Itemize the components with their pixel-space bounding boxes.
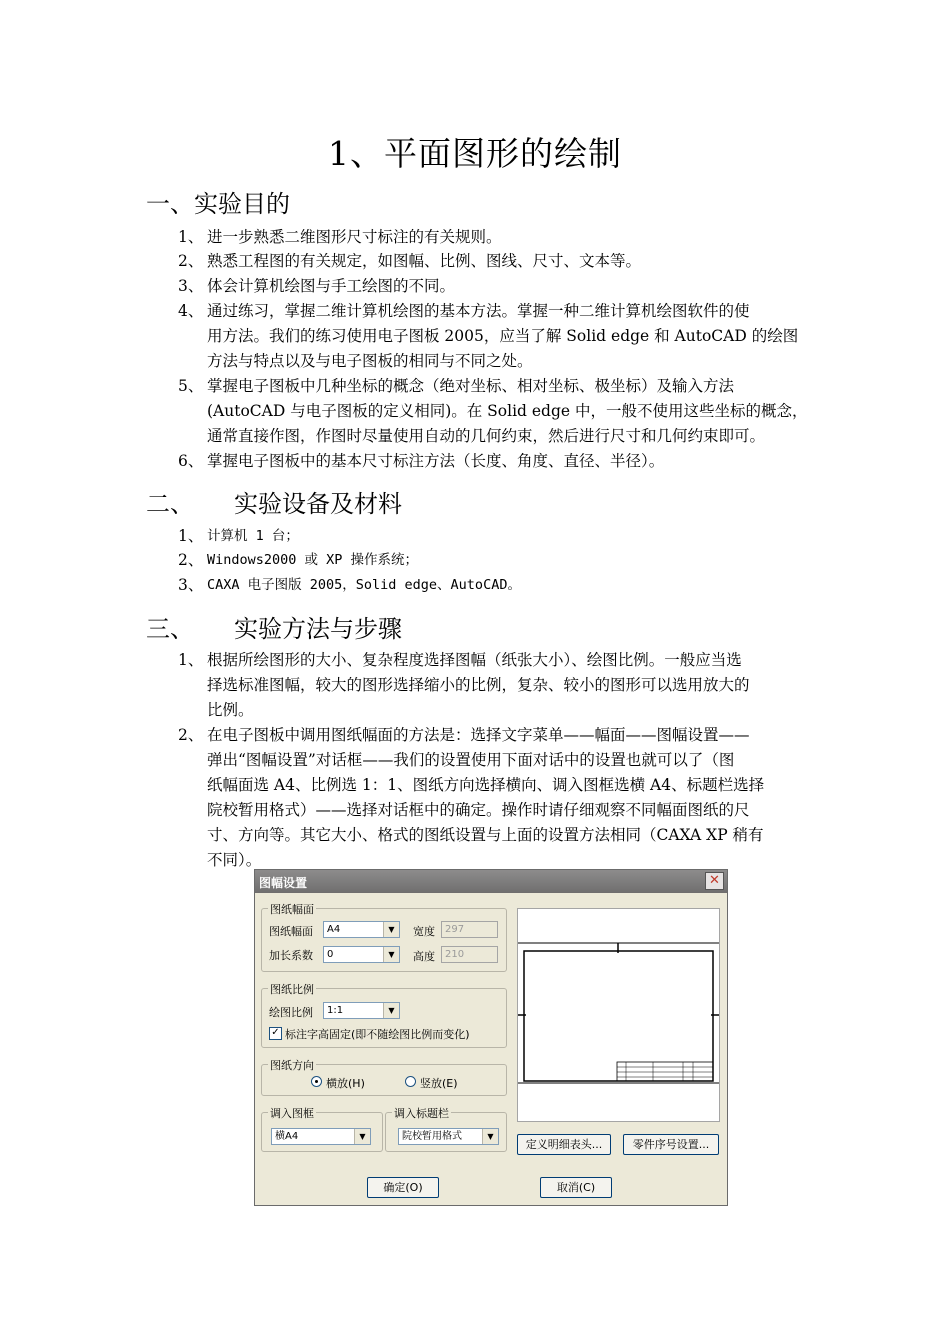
item-number: 2、	[178, 726, 204, 744]
item-line: 通过练习，掌握二维计算机绘图的基本方法。掌握一种二维计算机绘图软件的使	[207, 302, 750, 320]
dialog-titlebar	[255, 870, 727, 893]
drawing-sheet-dialog	[254, 869, 728, 1206]
item-line: (AutoCAD 与电子图板的定义相同)。在 Solid edge 中，一般不使用这些坐标的概念，	[207, 402, 808, 420]
fixed-text-height-label: 标注字高固定(即不随绘图比例而变化)	[285, 1028, 470, 1041]
sheet-preview-drawing	[518, 909, 719, 1121]
group-label: 图纸幅面	[270, 903, 314, 916]
item-line: CAXA 电子图版 2005，Solid edge、AutoCAD。	[207, 577, 521, 593]
chevron-down-icon: ▼	[482, 1129, 498, 1144]
dialog-title: 图幅设置	[259, 876, 308, 890]
item-line: 弹出“图幅设置”对话框——我们的设置使用下面对话中的设置也就可以了（图	[207, 751, 735, 769]
item-line: 在电子图板中调用图纸幅面的方法是：选择文字菜单——幅面——图幅设置——	[207, 726, 750, 744]
cancel-button[interactable]: 取消(C)	[540, 1177, 612, 1198]
section-heading-1: 一、实验目的	[146, 190, 290, 218]
chevron-down-icon: ▼	[354, 1129, 370, 1144]
item-line: 进一步熟悉二维图形尺寸标注的有关规则。	[207, 228, 502, 246]
item-number: 6、	[178, 452, 204, 470]
part-number-settings-button[interactable]: 零件序号设置...	[623, 1134, 719, 1155]
item-number: 2、	[178, 551, 204, 569]
ok-button[interactable]: 确定(O)	[367, 1177, 439, 1198]
section-heading-3	[146, 609, 402, 644]
orientation-group	[261, 1059, 507, 1096]
close-button[interactable]: ✕	[705, 872, 724, 890]
item-line: 掌握电子图板中的基本尺寸标注方法（长度、角度、直径、半径）。	[207, 452, 665, 470]
chevron-down-icon: ▼	[383, 922, 399, 937]
section-number: 二、	[146, 490, 194, 518]
scale-select[interactable]: 1:1 ▼	[323, 1002, 400, 1019]
frame-select[interactable]: 横A4 ▼	[271, 1128, 371, 1145]
item-number: 3、	[178, 576, 204, 594]
item-line: 用方法。我们的练习使用电子图板 2005，应当了解 Solid edge 和 AutoCAD 的绘图	[207, 327, 799, 345]
item-number: 1、	[178, 651, 204, 669]
height-label: 高度	[413, 950, 435, 963]
scale-label: 绘图比例	[269, 1006, 313, 1019]
item-line: 计算机 1 台；	[207, 528, 299, 544]
group-label: 图纸方向	[270, 1059, 314, 1072]
sheet-preview	[517, 908, 720, 1122]
fixed-text-height-checkbox[interactable]: ✓	[269, 1027, 282, 1040]
length-factor-label: 加长系数	[269, 949, 313, 962]
section-number: 三、	[146, 615, 194, 643]
group-label: 调入图框	[270, 1107, 314, 1120]
page-title: 1、平面图形的绘制	[328, 134, 622, 173]
group-label: 图纸比例	[270, 983, 314, 996]
item-line: 不同）。	[207, 851, 262, 869]
width-label: 宽度	[413, 925, 435, 938]
group-label: 调入标题栏	[394, 1107, 449, 1120]
chevron-down-icon: ▼	[383, 1003, 399, 1018]
paper-size-select[interactable]: A4 ▼	[323, 921, 400, 938]
item-line: Windows2000 或 XP 操作系统；	[207, 552, 419, 568]
portrait-radio[interactable]	[405, 1076, 416, 1087]
chevron-down-icon: ▼	[383, 947, 399, 962]
item-line: 方法与特点以及与电子图板的相同与不同之处。	[207, 352, 533, 370]
item-number: 1、	[178, 527, 204, 545]
item-line: 择选标准图幅，较大的图形选择缩小的比例，复杂、较小的图形可以选用放大的	[207, 676, 750, 694]
item-line: 掌握电子图板中几种坐标的概念（绝对坐标、相对坐标、极坐标）及输入方法	[207, 377, 735, 395]
item-number: 2、	[178, 252, 204, 270]
item-number: 1、	[178, 228, 204, 246]
length-factor-select[interactable]: 0 ▼	[323, 946, 400, 963]
landscape-radio[interactable]	[311, 1076, 322, 1087]
paper-size-label: 图纸幅面	[269, 925, 313, 938]
item-line: 通常直接作图，作图时尽量使用自动的几何约束，然后进行尺寸和几何约束即可。	[207, 427, 766, 445]
item-number: 5、	[178, 377, 204, 395]
width-field[interactable]: 297	[441, 921, 498, 938]
title-block-select[interactable]: 院校暂用格式 ▼	[398, 1128, 499, 1145]
item-line: 纸幅面选 A4、比例选 1：1、图纸方向选择横向、调入图框选横 A4、标题栏选择	[207, 776, 765, 794]
section-title: 实验方法与步骤	[234, 615, 402, 643]
item-line: 院校暂用格式）——选择对话框中的确定。操作时请仔细观察不同幅面图纸的尺	[207, 801, 750, 819]
item-number: 4、	[178, 302, 204, 320]
item-line: 根据所绘图形的大小、复杂程度选择图幅（纸张大小）、绘图比例。一般应当选	[207, 651, 742, 669]
item-line: 熟悉工程图的有关规定，如图幅、比例、图线、尺寸、文本等。	[207, 252, 642, 270]
portrait-label: 竖放(E)	[420, 1077, 458, 1090]
section-heading-2	[146, 484, 402, 519]
height-field[interactable]: 210	[441, 946, 498, 963]
item-number: 3、	[178, 277, 204, 295]
item-line: 比例。	[207, 701, 254, 719]
landscape-label: 横放(H)	[326, 1077, 365, 1090]
item-line: 体会计算机绘图与手工绘图的不同。	[207, 277, 456, 295]
define-bom-header-button[interactable]: 定义明细表头...	[517, 1134, 611, 1155]
section-title: 实验设备及材料	[234, 490, 402, 518]
item-line: 寸、方向等。其它大小、格式的图纸设置与上面的设置方法相同（CAXA XP 稍有	[207, 826, 764, 844]
